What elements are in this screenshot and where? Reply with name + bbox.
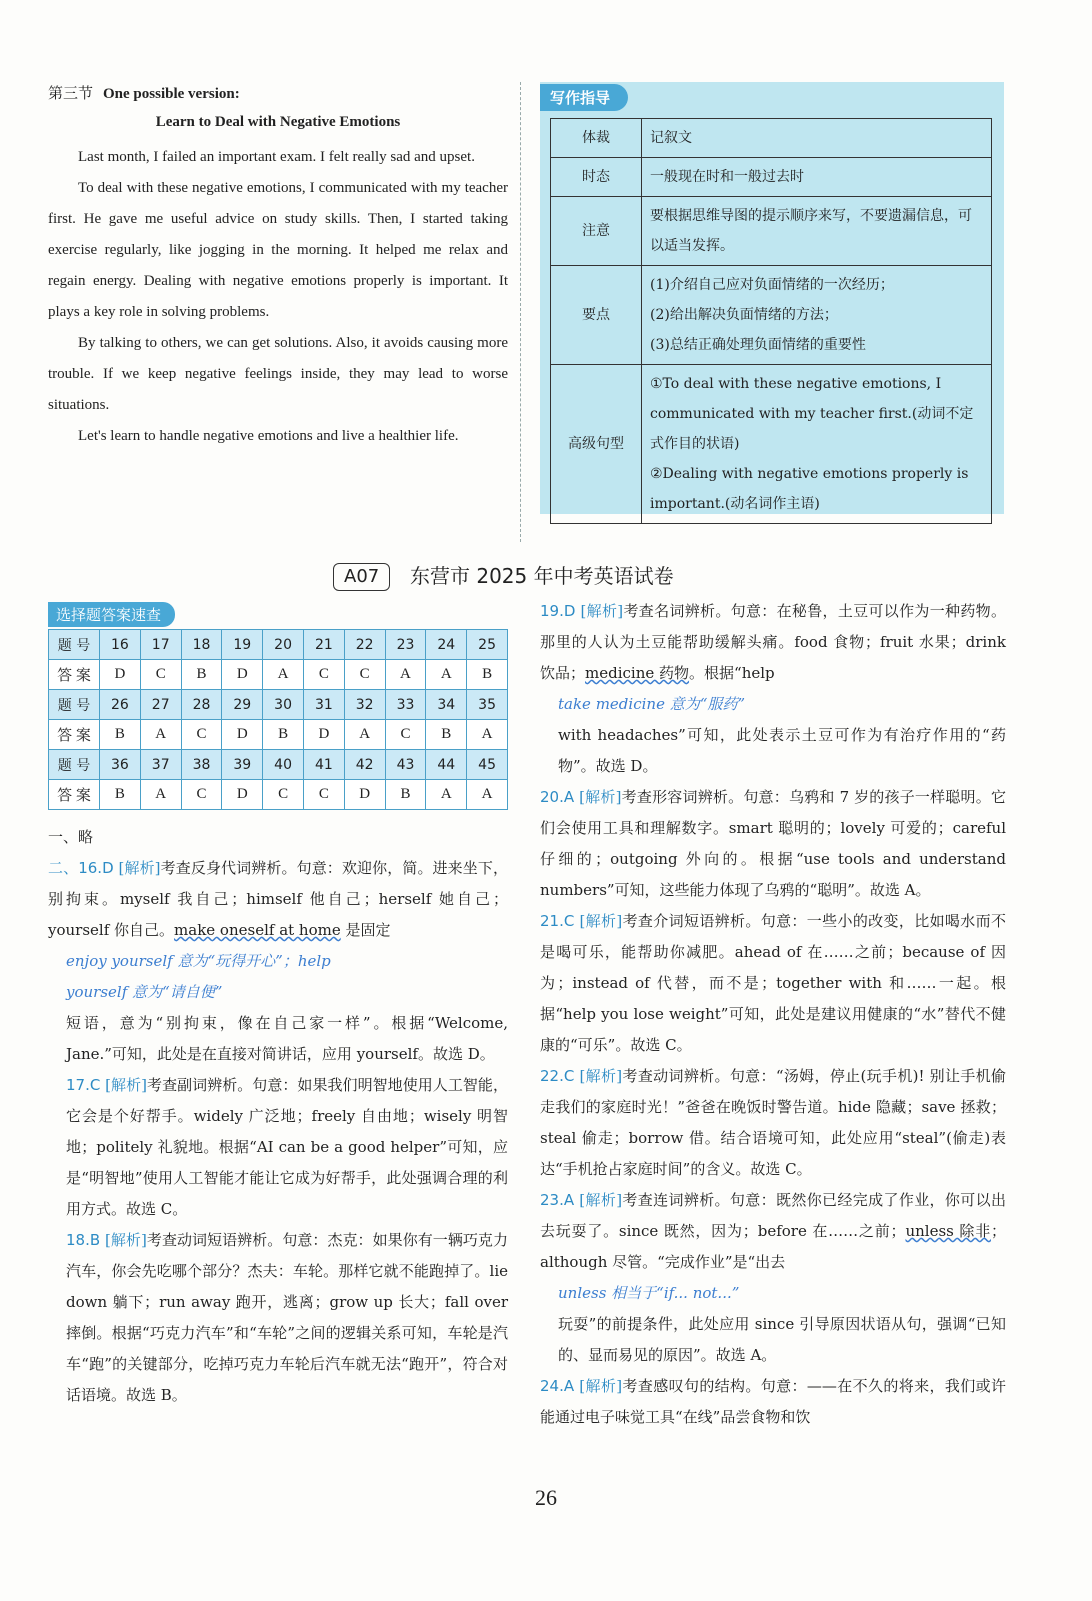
column-divider <box>520 82 521 542</box>
explanation-19: 19.D [解析]考查名词辨析。句意：在秘鲁，土豆可以作为一种药物。那里的人认为土豆能帮助缓解头痛。food 食物；fruit 水果；drink 饮品；medicine 药物。根据“help <box>540 602 1006 682</box>
writing-guide-tag: 写作指导 <box>540 84 628 111</box>
answer-table: 题 号 16 17 18 19 20 21 22 23 24 25 答 案 D C B D A C C A A B 题 号 26 27 28 29 30 31 32 33 34 35 答 案 B A C D B D A C B A 题 号 36 37 38 39 40 41 42 43 44 45 答 案 B A C D C C D B A A <box>48 629 508 810</box>
explanation-18: 18.B [解析]考查动词短语辨析。句意：杰克：如果你有一辆巧克力汽车，你会先吃哪个部分？杰夫：车轮。那样它就不能跑掉了。lie down 躺下；run away 跑开，逃离；grow up 长大；fall over 摔倒。根据“巧克力汽车”和“车轮”之间的逻辑关系可知，车轮是汽车“跑”的关键部分，吃掉巧克力车轮后汽车就无法“跑开”，符合对话语境。故选 B。 <box>66 1231 508 1404</box>
essay-paragraph: To deal with these negative emotions, I communicated with my teacher first. He gave me useful advice on study skills. Then, I started taking exercise regularly, like jogging in the morning. It helped me relax and regain energy. Dealing with negative emotions properly is important. It plays a key role in solving problems. <box>48 180 508 320</box>
explanation-24: 24.A [解析]考查感叹句的结构。句意：——在不久的将来，我们或许能通过电子味觉工具“在线”品尝食物和饮 <box>540 1377 1006 1426</box>
guide-row <box>551 266 992 365</box>
guide-row <box>551 197 992 266</box>
page-number: 26 <box>535 1485 557 1510</box>
right-explanations <box>540 596 1006 1433</box>
answer-quick-check-tag: 选择题答案速查 <box>48 602 175 627</box>
essay-paragraph: Last month, I failed an important exam. I felt really sad and upset. <box>78 149 475 165</box>
guide-key: 体裁 <box>551 119 642 158</box>
essay-body <box>48 142 508 452</box>
guide-value: 一般现在时和一般过去时 <box>642 158 992 197</box>
handwritten-note: yourself 意为“请自便” <box>66 983 223 1001</box>
writing-guide-table <box>550 118 992 524</box>
essay-paragraph: Let's learn to handle negative emotions and live a healthier life. <box>78 428 459 444</box>
handwritten-note: take medicine 意为“服药” <box>558 695 746 713</box>
explanation-22: 22.C [解析]考查动词辨析。句意：“汤姆，停止(玩手机)! 别让手机偷走我们的家庭时光！”爸爸在晚饭时警告道。hide 隐藏；save 拯救；steal 偷走；borrow 借。结合语境可知，此处应用“steal”(偷走)表达“手机抢占家庭时间”的含义。故选 C。 <box>540 1067 1006 1178</box>
handwritten-note: unless 相当于“if... not...” <box>558 1284 740 1302</box>
explanation-21: 21.C [解析]考查介词短语辨析。句意：一些小的改变，比如喝水而不是喝可乐，能帮助你减肥。ahead of 在……之前；because of 因为；instead of 代替，而不是；together with 和……一起。根据“help you lose weight”可知，此处是建议用健康的“水”替代不健康的“可乐”。故选 C。 <box>540 912 1006 1054</box>
exam-title: 东营市 2025 年中考英语试卷 <box>410 564 674 588</box>
guide-value: 记叙文 <box>642 119 992 158</box>
part-one: 一、略 <box>48 828 94 846</box>
guide-key: 高级句型 <box>551 365 642 524</box>
left-explanations <box>48 822 508 1411</box>
explanation-17: 17.C [解析]考查副词辨析。句意：如果我们明智地使用人工智能，它会是个好帮手。widely 广泛地；freely 自由地；wisely 明智地；politely 礼貌地。根据“AI can be a good helper”可知，应是“明智地”使用人工智能才能让它成为好帮手，此处强调合理的利用方式。故选 C。 <box>66 1076 508 1218</box>
guide-key: 时态 <box>551 158 642 197</box>
essay-paragraph: By talking to others, we can get solutions. Also, it avoids causing more trouble. If we keep negative feelings inside, they may lead to worse situations. <box>48 335 508 413</box>
essay-title: Learn to Deal with Negative Emotions <box>155 114 401 130</box>
guide-key: 注意 <box>551 197 642 266</box>
explanation-16-cont: 短语，意为“别拘束，像在自己家一样”。根据“Welcome, Jane.”可知，此处是在直接对简讲话，应用 yourself。故选 D。 <box>66 1014 508 1063</box>
handwritten-note: enjoy yourself 意为“玩得开心”；help <box>66 952 331 970</box>
explanation-23: 23.A [解析]考查连词辨析。句意：既然你已经完成了作业，你可以出去玩耍了。since 既然，因为；before 在……之前；unless 除非；although 尽管。“完成作业”是“出去 <box>540 1191 1006 1271</box>
guide-row <box>551 119 992 158</box>
guide-key: 要点 <box>551 266 642 365</box>
guide-value: ①To deal with these negative emotions, I communicated with my teacher first.(动词不定式作目的状语) ②Dealing with negative emotions properly is important.(动名词作主语) <box>642 365 992 524</box>
explanation-16: 二、16.D [解析]考查反身代词辨析。句意：欢迎你，简。进来坐下，别拘束。myself 我自己；himself 他自己；herself 她自己；yourself 你自己。make oneself at home 是固定 <box>48 859 508 939</box>
explanation-20: 20.A [解析]考查形容词辨析。句意：乌鸦和 7 岁的孩子一样聪明。它们会使用工具和理解数字。smart 聪明的；lovely 可爱的；careful 仔细的；outgoing 外向的。根据“use tools and understand numbers”可知，这些能力体现了乌鸦的“聪明”。故选 A。 <box>540 788 1006 899</box>
guide-row <box>551 365 992 524</box>
guide-value: 要根据思维导图的提示顺序来写，不要遗漏信息，可以适当发挥。 <box>642 197 992 266</box>
explanation-19-cont: with headaches”可知，此处表示土豆可作为有治疗作用的“药物”。故选 D。 <box>558 726 1006 775</box>
explanation-23-cont: 玩耍”的前提条件，此处应用 since 引导原因状语从句，强调“已知的、显而易见的原因”。故选 A。 <box>558 1315 1006 1364</box>
guide-value: (1)介绍自己应对负面情绪的一次经历； (2)给出解决负面情绪的方法； (3)总结正确处理负面情绪的重要性 <box>642 266 992 365</box>
guide-row <box>551 158 992 197</box>
exam-code-badge: A07 <box>333 563 390 591</box>
section-heading: 第三节 One possible version: <box>48 84 240 102</box>
